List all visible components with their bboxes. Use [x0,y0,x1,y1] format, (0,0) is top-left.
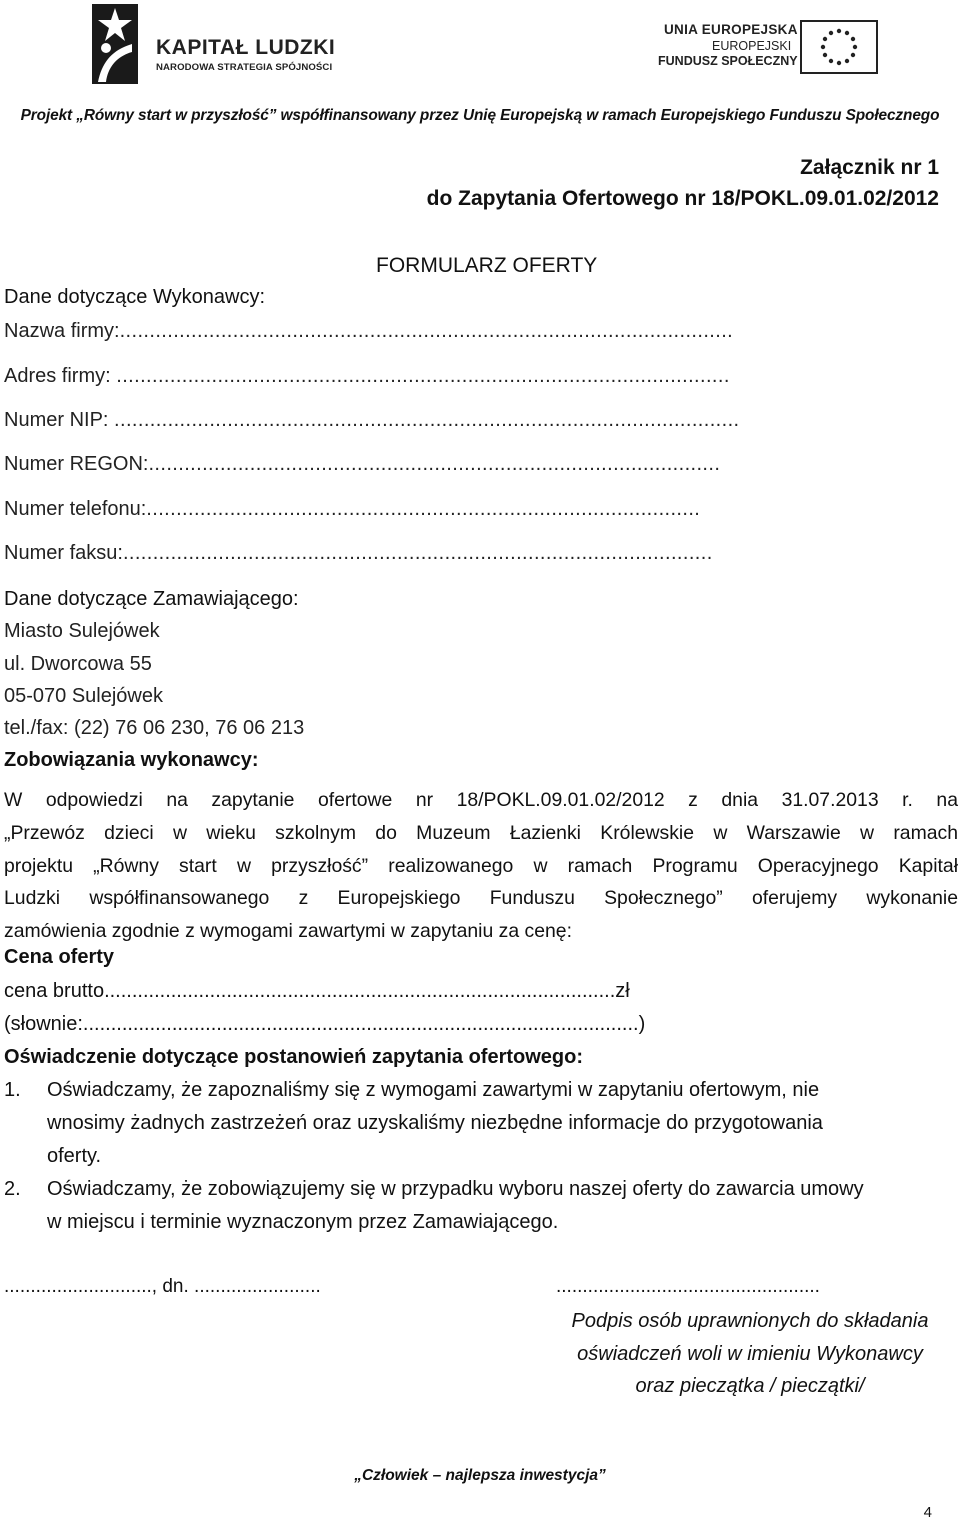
field-company-name[interactable] [4,320,733,343]
place-date-field[interactable]: ............................, dn. ........................ [4,1276,321,1297]
eu-logo-line2: EUROPEJSKI [712,39,792,53]
obligations-paragraph [4,784,958,948]
eu-logo [650,6,890,76]
item-line: Oświadczamy, że zapoznaliśmy się z wymogami zawartymi w zapytaniu ofertowym, nie [47,1079,820,1101]
paragraph-line: zamówienia zgodnie z wymogami zawartymi w zapytaniu za cenę: [4,920,572,943]
fill-line: ................................................................................................... [122,542,713,564]
annex-reference: do Zapytania Ofertowego nr 18/POKL.09.01.02/2012 [426,187,939,210]
fill-line: ................................................................................................ [148,453,721,475]
price-gross-field[interactable]: cena brutto............................................................................................zł [4,980,630,1002]
project-line: Projekt „Równy start w przyszłość” współfinansowany przez Unię Europejską w ramach Europejskiego Funduszu Społecznego [20,107,940,124]
orderer-line: Miasto Sulejówek [4,620,160,642]
paragraph-line: Ludzki współfinansowanego z Europejskiego Funduszu Społecznego” oferujemy wykonanie [4,887,958,910]
annex-number: Załącznik nr 1 [800,156,939,179]
caption-line: Podpis osób uprawnionych do składania [571,1310,929,1332]
signature-field[interactable]: .................................................. [556,1276,820,1297]
kl-logo-subtitle: NARODOWA STRATEGIA SPÓJNOŚCI [156,62,333,73]
signature-caption [520,1305,960,1403]
field-label: Numer faksu: [4,542,123,564]
obligations-heading: Zobowiązania wykonawcy: [4,749,259,771]
field-label: Adres firmy: [4,365,117,387]
caption-line: oraz pieczątka / pieczątki/ [635,1375,865,1397]
field-company-address[interactable] [4,365,730,388]
field-label: Numer REGON: [4,453,149,475]
fill-line: ......................................................................................................... [114,409,740,431]
paragraph-line: „Przewóz dzieci w wieku szkolnym do Muzeum Łazienki Królewskie w Warszawie w ramach [4,821,958,844]
orderer-line: 05-070 Sulejówek [4,685,163,707]
price-heading: Cena oferty [4,946,115,968]
field-fax[interactable] [4,542,713,565]
footer-motto: „Człowiek – najlepsza inwestycja” [354,1467,606,1484]
caption-line: oświadczeń woli w imieniu Wykonawcy [577,1342,923,1365]
orderer-heading: Dane dotyczące Zamawiającego: [4,588,299,610]
field-label: Numer telefonu: [4,498,147,520]
kapital-ludzki-logo [92,4,342,88]
price-words-field[interactable]: (słownie:....................................................................................................) [4,1013,646,1035]
field-regon[interactable] [4,453,720,476]
item-line: wnosimy żadnych zastrzeżeń oraz uzyskaliśmy niezbędne informacje do przygotowania [47,1112,823,1134]
eu-flag-icon [800,20,878,74]
fill-line: ....................................................................................................... [119,320,734,342]
fill-line: ............................................................................................. [146,498,701,520]
orderer-line: tel./fax: (22) 76 06 230, 76 06 213 [4,717,305,739]
statement-item [47,1178,957,1244]
paragraph-line: projektu „Równy start w przyszłość” realizowanego w ramach Programu Operacyjnego Kapitał [4,854,958,877]
form-title: FORMULARZ OFERTY [376,254,598,277]
eu-logo-line3: FUNDUSZ SPOŁECZNY [658,54,798,68]
statement-item [47,1079,957,1178]
contractor-heading: Dane dotyczące Wykonawcy: [4,286,266,308]
field-label: Numer NIP: [4,409,115,431]
item-number: 1. [4,1079,21,1101]
item-line: Oświadczamy, że zobowiązujemy się w przypadku wyboru naszej oferty do zawarcia umowy [47,1178,864,1200]
eu-logo-line1: UNIA EUROPEJSKA [664,22,798,37]
field-phone[interactable] [4,498,700,521]
item-number: 2. [4,1178,21,1200]
field-nip[interactable] [4,409,739,432]
fill-line: ....................................................................................................... [116,365,730,387]
item-line: oferty. [47,1145,102,1167]
item-line: w miejscu i terminie wyznaczonym przez Zamawiającego. [47,1211,559,1233]
kl-logo-title: KAPITAŁ LUDZKI [156,36,336,59]
page-number: 4 [923,1504,932,1521]
field-label: Nazwa firmy: [4,320,120,342]
paragraph-line: W odpowiedzi na zapytanie ofertowe nr 18/POKL.09.01.02/2012 z dnia 31.07.2013 r. na [4,789,958,811]
orderer-line: ul. Dworcowa 55 [4,653,152,675]
statement-heading: Oświadczenie dotyczące postanowień zapytania ofertowego: [4,1046,584,1068]
